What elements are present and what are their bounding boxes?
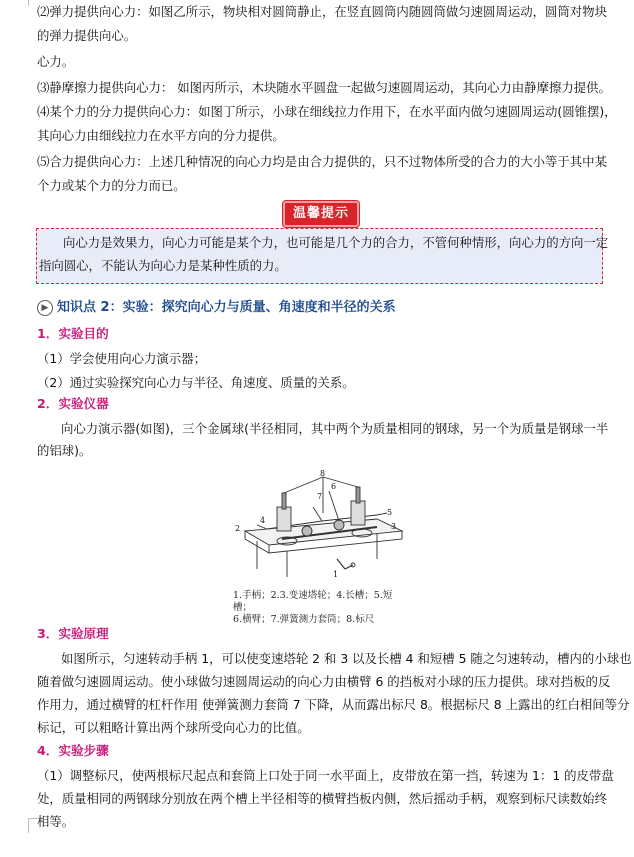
play-circle-icon: ▶ bbox=[37, 300, 53, 316]
centripetal-force-apparatus-figure bbox=[227, 469, 407, 625]
section-title-principle: 3．实验原理 bbox=[37, 626, 109, 641]
principle-text: 标记，可以粗略计算出两个球所受向心力的比值。 bbox=[37, 720, 310, 735]
figure-caption-line: 1.手柄；2.3.变速塔轮；4.长槽；5.短槽； bbox=[233, 590, 393, 613]
paragraph-fragment: 心力。 bbox=[37, 54, 75, 69]
paragraph-net-force: ⑸合力提供向心力：上述几种情况的向心力均是由合力提供的，只不过物体所受的合力的大小等于其中某 bbox=[37, 154, 607, 169]
figure-caption-line: 6.横臂；7.弹簧测力套筒；8.标尺 bbox=[233, 614, 375, 625]
document-content bbox=[37, 0, 632, 832]
figure-number-3: 3 bbox=[391, 522, 397, 531]
figure-number-2: 2 bbox=[235, 524, 241, 533]
principle-text: 作用力，通过横臂的杠杆作用 使弹簧测力套筒 7 下降，从而露出标尺 8。根据标尺 8 上露出的红白相间等分 bbox=[37, 697, 630, 712]
tip-box bbox=[36, 228, 609, 284]
figure-number-7: 7 bbox=[317, 492, 323, 501]
tip-badge-wrap bbox=[37, 202, 605, 226]
steps-text: 处，质量相同的两钢球分别放在两个槽上半径相等的横臂挡板内侧，然后摇动手柄，观察到标尺读数始终 bbox=[37, 791, 607, 806]
page-corner-mark-bottom bbox=[28, 818, 37, 833]
section-title-steps: 4．实验步骤 bbox=[37, 743, 109, 758]
paragraph-component-force: ⑷某个力的分力提供向心力：如图丁所示，小球在细线拉力作用下，在水平面内做匀速圆周运动(圆锥摆)， bbox=[37, 104, 617, 119]
page-corner-mark-top bbox=[28, 0, 37, 6]
figure-number-5: 5 bbox=[387, 508, 393, 517]
paragraph-static-friction: ⑶静摩擦力提供向心力： 如图丙所示，木块随水平圆盘一起做匀速圆周运动，其向心力由静摩擦力提供。 bbox=[37, 80, 611, 95]
steps-text: 相等。 bbox=[37, 814, 75, 829]
steps-text: （1）调整标尺，使两根标尺起点和套筒上口处于同一水平面上，皮带放在第一挡，转速为 1：1 的皮带盘 bbox=[37, 768, 614, 783]
purpose-item: （2）通过实验探究向心力与半径、角速度、质量的关系。 bbox=[37, 375, 355, 390]
paragraph-component-force-cont: 其向心力由细线拉力在水平方向的分力提供。 bbox=[37, 128, 285, 143]
paragraph-elastic-force-cont: 的弹力提供向心。 bbox=[37, 28, 137, 43]
knowledge-point-heading bbox=[37, 297, 605, 319]
apparatus-drawing bbox=[227, 469, 407, 589]
paragraph-elastic-force: ⑵弹力提供向心力：如图乙所示，物块相对圆筒静止，在竖直圆筒内随圆筒做匀速圆周运动，圆筒对物块 bbox=[37, 4, 607, 19]
figure-number-4: 4 bbox=[260, 516, 266, 525]
figure-number-1: 1 bbox=[333, 570, 339, 579]
tip-line: 指向圆心，不能认为向心力是某种性质的力。 bbox=[39, 258, 287, 273]
figure-number-6: 6 bbox=[331, 482, 337, 491]
figure-number-8: 8 bbox=[320, 469, 326, 478]
purpose-item: （1）学会使用向心力演示器； bbox=[37, 351, 206, 366]
section-title-apparatus: 2．实验仪器 bbox=[37, 396, 109, 411]
knowledge-point-title: 知识点 2：实验：探究向心力与质量、角速度和半径的关系 bbox=[57, 300, 396, 315]
paragraph-net-force-cont: 个力或某个力的分力而已。 bbox=[37, 178, 186, 193]
apparatus-text: 向心力演示器(如图)，三个金属球(半径相同，其中两个为质量相同的钢球，另一个为质量是钢球一半 bbox=[61, 421, 609, 436]
tip-badge: 温馨提示 bbox=[283, 201, 359, 227]
apparatus-text: 的铝球)。 bbox=[37, 443, 92, 458]
section-title-purpose: 1．实验目的 bbox=[37, 326, 109, 341]
figure-caption bbox=[233, 590, 405, 626]
tip-line: 向心力是效果力，向心力可能是某个力，也可能是几个力的合力，不管何种情形，向心力的方向一定 bbox=[63, 235, 609, 250]
principle-text: 如图所示，匀速转动手柄 1，可以使变速塔轮 2 和 3 以及长槽 4 和短槽 5 随之匀速转动，槽内的小球也 bbox=[61, 651, 632, 666]
principle-text: 随着做匀速圆周运动。使小球做匀速圆周运动的向心力由横臂 6 的挡板对小球的压力提供。球对挡板的反 bbox=[37, 674, 611, 689]
